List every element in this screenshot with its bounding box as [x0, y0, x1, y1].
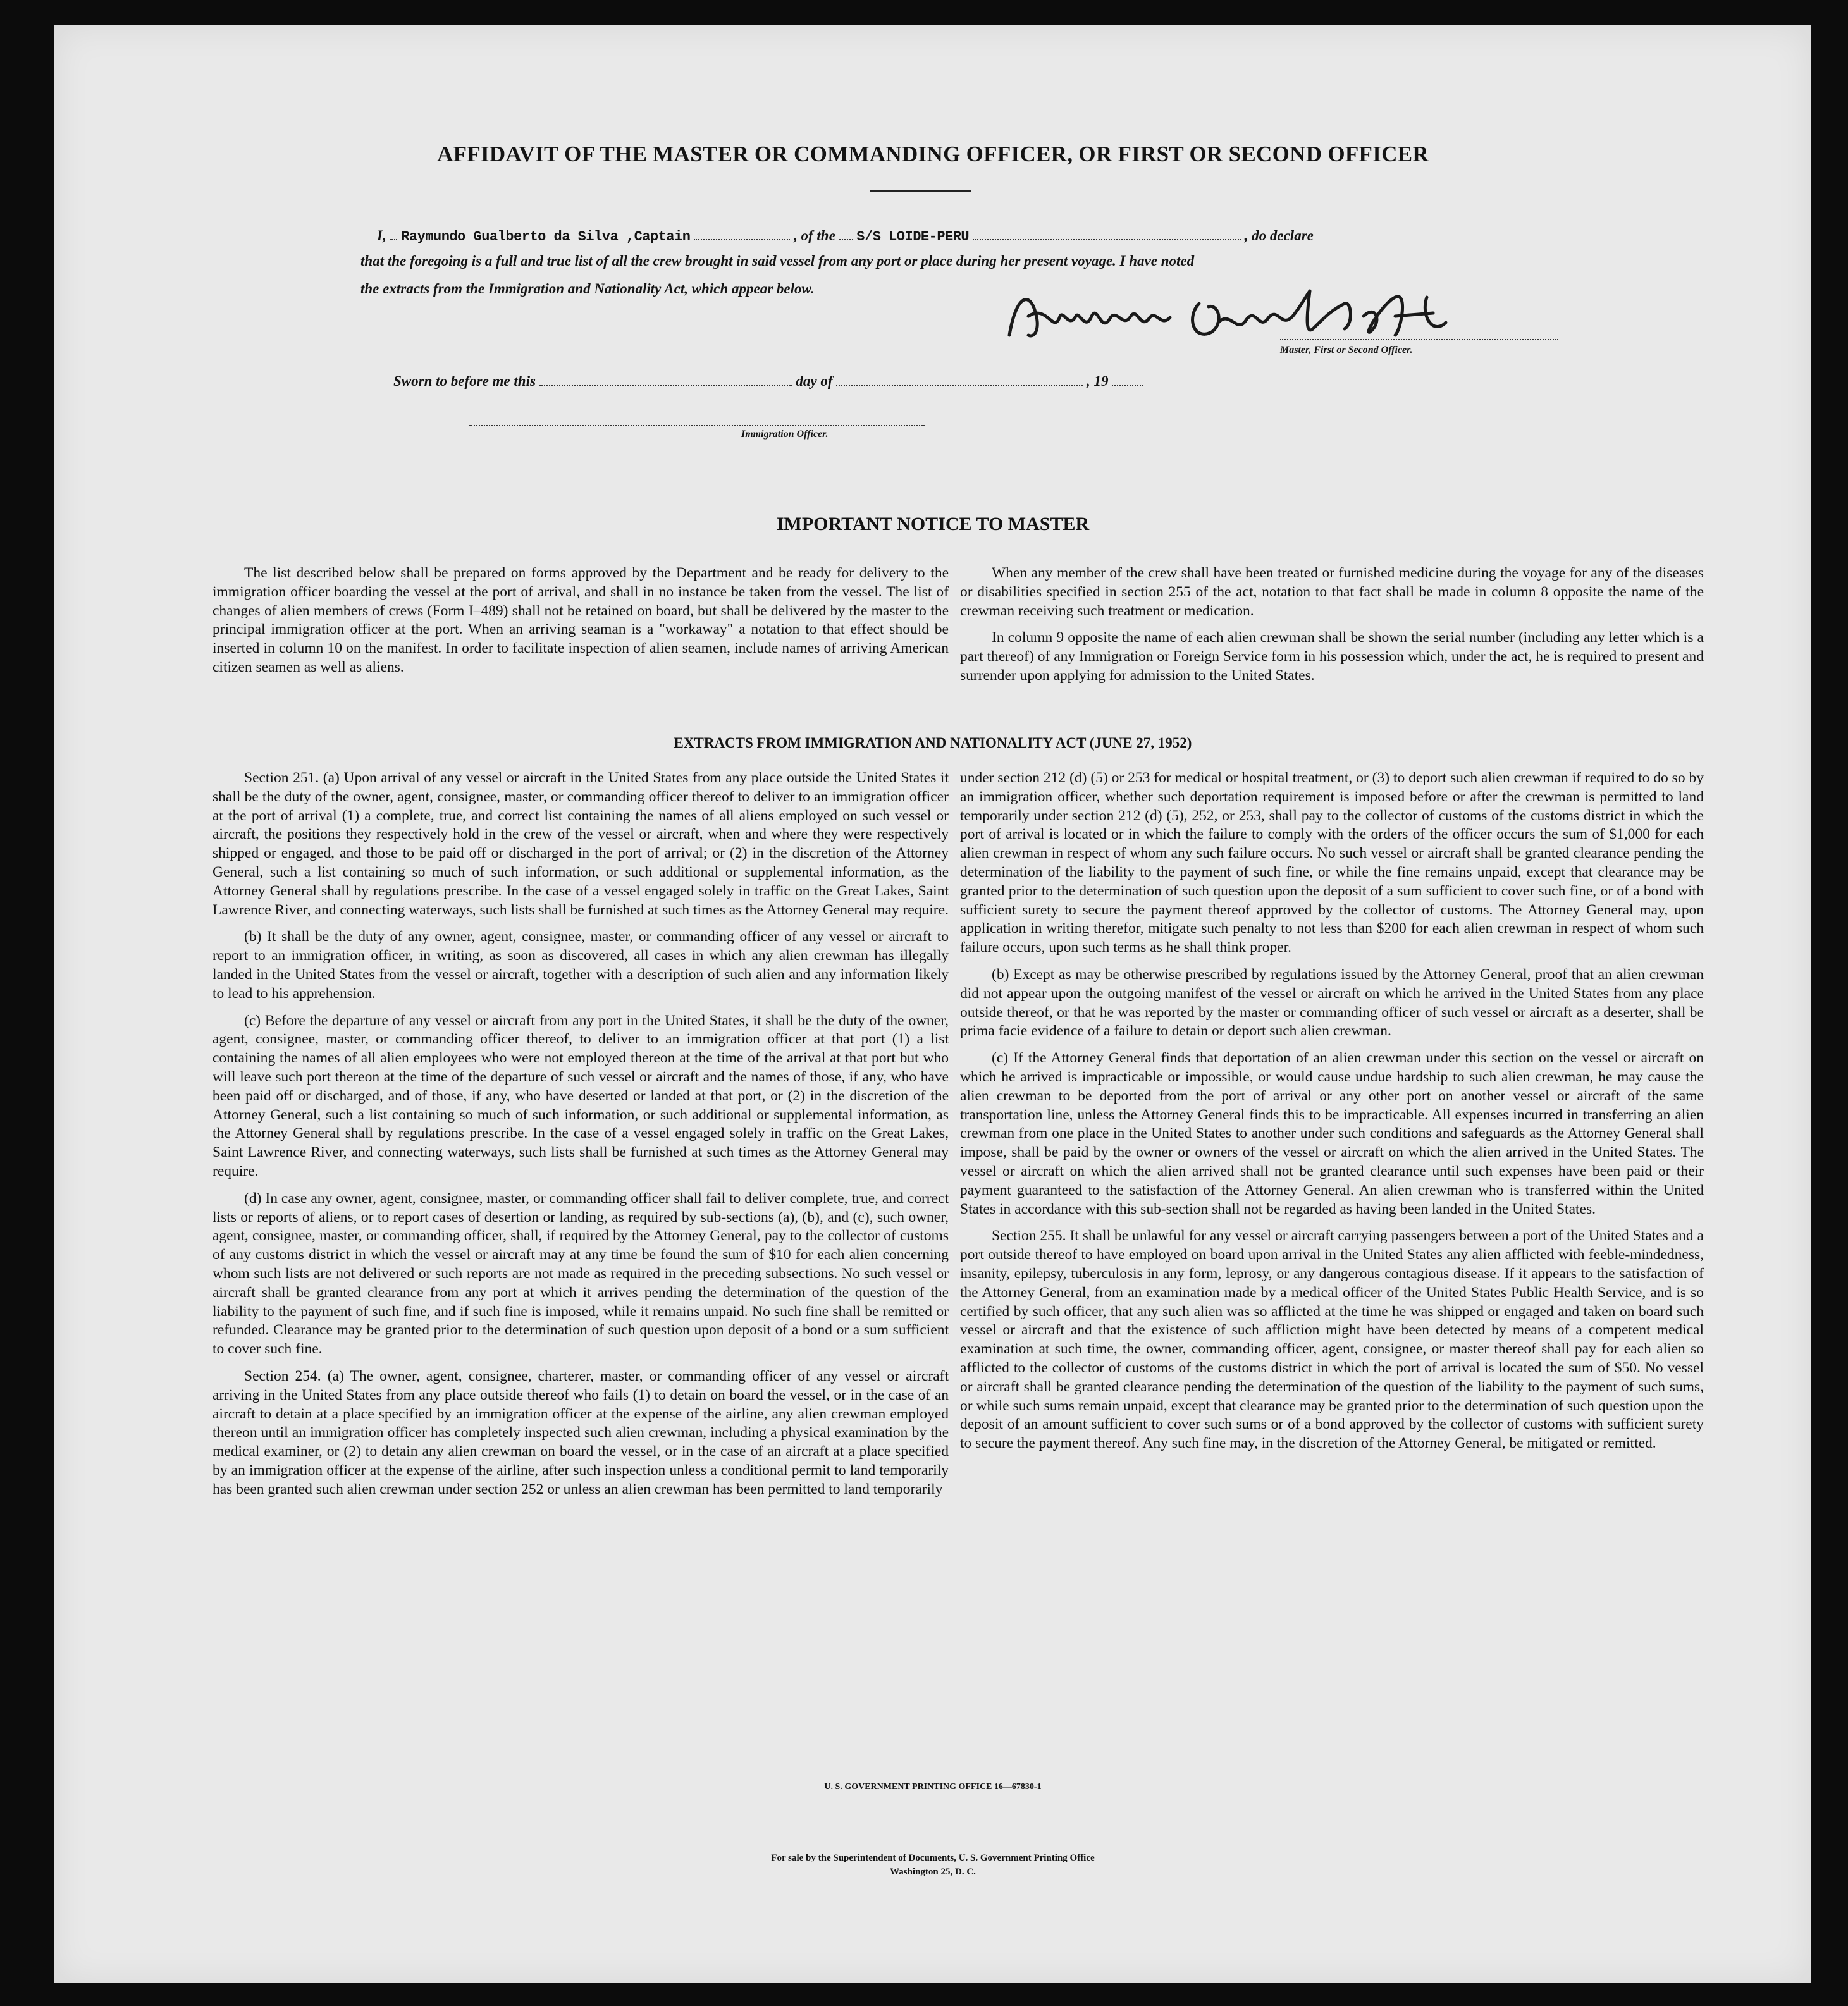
sworn-label: Sworn to before me this: [393, 373, 536, 389]
notice-right-paragraph-2: In column 9 opposite the name of each alien crewman shall be shown the serial number (including any letter which is a part thereof) of any Immigration or Foreign Service form in his possession which, under the act, he is required to present and surrender upon applying for admission to the United States.: [960, 629, 1704, 684]
section-251d: (d) In case any owner, agent, consignee, master, or commanding officer shall fail to deliver complete, true, and correct lists or reports of aliens, or to report cases of desertion or landing, as required by sub-sections (a), (b), and (c), such owner, agent, consignee, master, or commanding officer, shall, if required by the Attorney General, pay to the collector of customs of any customs district in which the vessel or aircraft may at any time be found the sum of $10 for each alien concerning whom such lists are not delivered or such reports are not made as required in the preceding subsections. No such vessel or aircraft shall be granted clearance from any port at which it arrives pending the determination of the question of the liability to the payment of such fine, and if such fine is imposed, while it remains unpaid. No such fine shall be remitted or refunded. Clearance may be granted prior to the determination of such question upon deposit of a bond or a sum sufficient to cover such fine.: [213, 1190, 949, 1358]
notice-title: IMPORTANT NOTICE TO MASTER: [776, 514, 1090, 534]
do-declare-label: , do declare: [1244, 228, 1314, 243]
document-page: [54, 25, 1811, 1983]
notice-right-column: [960, 564, 1704, 694]
section-254a: Section 254. (a) The owner, agent, consignee, charterer, master, or commanding officer of any vessel or aircraft arriving in the United States from any place outside thereof who fails (1) to detain on board the vessel, or in the case of an aircraft to detain at a place specified by an immigration officer at the expense of the airline, any alien crewman employed thereon until an immigration officer has completely inspected such alien crewman, including a physical examination by the medical examiner, or (2) to detain any alien crewman on board the vessel, or in the case of an aircraft at a place specified by an immigration officer at the expense of the airline, after such inspection unless a conditional permit to land temporarily has been granted such alien crewman under section 252 or unless an alien crewman has been permitted to land temporarily: [213, 1367, 949, 1498]
section-254a-continued: under section 212 (d) (5) or 253 for medical or hospital treatment, or (3) to deport such alien crewman if required to do so by an immigration officer, whether such deportation requirement is imposed before or after the crewman is permitted to land temporarily under section 212 (d) (5), 252, or 253, shall pay to the collector of customs of the customs district in which the port of arrival is located or in which the failure to comply with the orders of the officer occurs the sum of $1,000 for each alien crewman in respect of whom any such failure occurs. No such vessel or aircraft shall be granted clearance pending the determination of the liability to the payment of such fine, or while the fine remains unpaid, except that clearance may be granted prior to the determination of such question upon the deposit of a sum sufficient to cover such fine, or of a bond with sufficient surety to secure the payment thereof approved by the collector of customs. The Attorney General may, upon application in writing therefor, mitigate such penalty to not less than $200 for each alien crewman in respect of whom such failure occurs, upon such terms as he shall think proper.: [960, 770, 1704, 956]
declaration-line-2: that the foregoing is a full and true list of all the crew brought in said vessel from any port or place during her present voyage. I have noted: [360, 253, 1195, 269]
signature-caption: Master, First or Second Officer.: [1280, 345, 1413, 355]
section-254c: (c) If the Attorney General finds that deportation of an alien crewman under this section on the vessel or aircraft on which he arrived is impracticable or impossible, or would cause undue hardship to such alien crewman, he may cause the alien crewman to be deported from the port of arrival or any other port on another vessel or aircraft of the same transportation line, unless the Attorney General finds this to be impracticable. All expenses incurred in transferring an alien crewman from one place in the United States to another under such conditions and safeguards as the Attorney General shall impose, shall be paid by the owner or owners of the vessel or aircraft on which the alien arrived in the United States. The vessel or aircraft on which the alien arrived shall not be granted clearance until such expenses have been paid or their payment guaranteed to the satisfaction of the Attorney General. An alien crewman who is transferred within the United States in accordance with this sub-section shall not be regarded as having been landed in the United States.: [960, 1050, 1704, 1217]
declaration-line-3: the extracts from the Immigration and Nationality Act, which appear below.: [360, 281, 815, 297]
extracts-left-column: [213, 769, 949, 1507]
notice-left-column: [213, 564, 949, 686]
officer-signature-line: [469, 425, 925, 426]
i-label: I,: [377, 228, 386, 243]
section-251c: (c) Before the departure of any vessel or aircraft from any port in the United States, it shall be the duty of the owner, agent, consignee, master, or commanding officer thereof, to deliver to an immigration officer at that port (1) a list containing the names of all alien employees who were not employed thereon at the time of the arrival at that port but who will leave such port thereon at the time of the departure of such vessel or aircraft and the names of those, if any, who have been paid off or discharged, and of those, if any, who have deserted or landed at that port, or (2) in the discretion of the Attorney General, such a list containing so much of such information, or such additional or supplemental information, as the Attorney General shall by regulations prescribe. In the case of a vessel engaged solely in traffic on the Great Lakes, Saint Lawrence River, and connecting waterways, such lists shall be furnished at such times as the Attorney General may require.: [213, 1012, 949, 1179]
sale-notice-line-1: For sale by the Superintendent of Documents, U. S. Government Printing Office: [771, 1853, 1095, 1863]
master-name-field: Raymundo Gualberto da Silva ,Captain: [401, 229, 691, 245]
sale-notice-line-2: Washington 25, D. C.: [890, 1867, 976, 1877]
notice-left-paragraph: The list described below shall be prepared on forms approved by the Department and be ready for delivery to the immigration officer boarding the vessel at the port of arrival, and shall in no instance be taken from the vessel. The list of changes of alien members of crews (Form I–489) shall not be retained on board, but shall be delivered by the master to the principal immigration officer at the port. When an arriving seaman is a "workaway" a notation to that effect should be inserted in column 10 on the manifest. In order to facilitate inspection of alien seamen, include names of arriving American citizen seamen as well as aliens.: [213, 565, 949, 675]
signature-line: [1280, 339, 1558, 340]
vessel-name-field: S/S LOIDE-PERU: [856, 229, 970, 245]
master-signature: [990, 278, 1560, 354]
year-label: , 19: [1087, 373, 1109, 389]
extracts-title: EXTRACTS FROM IMMIGRATION AND NATIONALITY ACT (JUNE 27, 1952): [674, 735, 1192, 751]
sworn-line: [393, 371, 1143, 390]
declaration-line-1: [377, 225, 1314, 245]
section-254b: (b) Except as may be otherwise prescribed by regulations issued by the Attorney General, proof that an alien crewman did not appear upon the outgoing manifest of the vessel or aircraft on which he arrived in the United States from any place outside thereof, or that he was reported by the master or commanding officer of such vessel or aircraft as a deserter, shall be prima facie evidence of a failure to detain or deport such alien crewman.: [960, 966, 1704, 1040]
officer-caption: Immigration Officer.: [741, 429, 829, 440]
section-251a: Section 251. (a) Upon arrival of any vessel or aircraft in the United States from any place outside the United States it shall be the duty of the owner, agent, consignee, master, or commanding officer thereof to deliver to an immigration officer at the port of arrival (1) a complete, true, and correct list containing the names of all aliens employed on such vessel or aircraft, the positions they respectively hold in the crew of the vessel or aircraft, when and where they were respectively shipped or engaged, and those to be paid off or discharged in the port of arrival; or (2) in the discretion of the Attorney General, such a list containing so much of such information, or such additional or supplemental information, as the Attorney General shall by regulations prescribe. In the case of a vessel engaged solely in traffic on the Great Lakes, Saint Lawrence River, and connecting waterways, such lists shall be furnished at such times as the Attorney General may require.: [213, 770, 949, 918]
extracts-right-column: [960, 769, 1704, 1461]
affidavit-title: AFFIDAVIT OF THE MASTER OR COMMANDING OFFICER, OR FIRST OR SECOND OFFICER: [437, 142, 1429, 166]
day-of-label: day of: [796, 373, 833, 389]
of-the-label: , of the: [793, 228, 835, 243]
gpo-imprint: U. S. GOVERNMENT PRINTING OFFICE 16—67830-1: [824, 1782, 1042, 1792]
section-255: Section 255. It shall be unlawful for any vessel or aircraft carrying passengers between a port of the United States and a port outside thereof to have employed on board upon arrival in the United States any alien afflicted with feeble-mindedness, insanity, epilepsy, tuberculosis in any form, leprosy, or any dangerous contagious disease. If it appears to the satisfaction of the Attorney General, from an examination made by a medical officer of the United States Public Health Service, and is so certified by such officer, that any such alien was so afflicted at the time he was shipped or engaged and taken on board such vessel or aircraft and that the existence of such affliction might have been detected by means of a competent medical examination at such time, the owner, commanding officer, agent, consignee, or master thereof shall pay for each alien so afflicted to the collector of customs of the customs district in which the port of arrival is located the sum of $50. No vessel or aircraft shall be granted clearance pending the determination of the question of the liability to the payment of such sums, or while such sums remain unpaid, except that clearance may be granted prior to the determination of such question upon the deposit of an amount sufficient to cover such sums or of a bond approved by the collector of customs with sufficient surety to secure the payment thereof. Any such fine may, in the discretion of the Attorney General, be mitigated or remitted.: [960, 1228, 1704, 1452]
notice-right-paragraph-1: When any member of the crew shall have been treated or furnished medicine during the voyage for any of the diseases or disabilities specified in section 255 of the act, notation to that fact shall be made in column 8 opposite the name of the crewman receiving such treatment or medication.: [960, 565, 1704, 619]
section-251b: (b) It shall be the duty of any owner, agent, consignee, master, or commanding officer of any vessel or aircraft to report to an immigration officer, in writing, as soon as discovered, all cases in which any alien crewman has illegally landed in the United States from the vessel or aircraft, together with a description of such alien and any information likely to lead to his apprehension.: [213, 928, 949, 1002]
title-divider: [870, 190, 971, 192]
